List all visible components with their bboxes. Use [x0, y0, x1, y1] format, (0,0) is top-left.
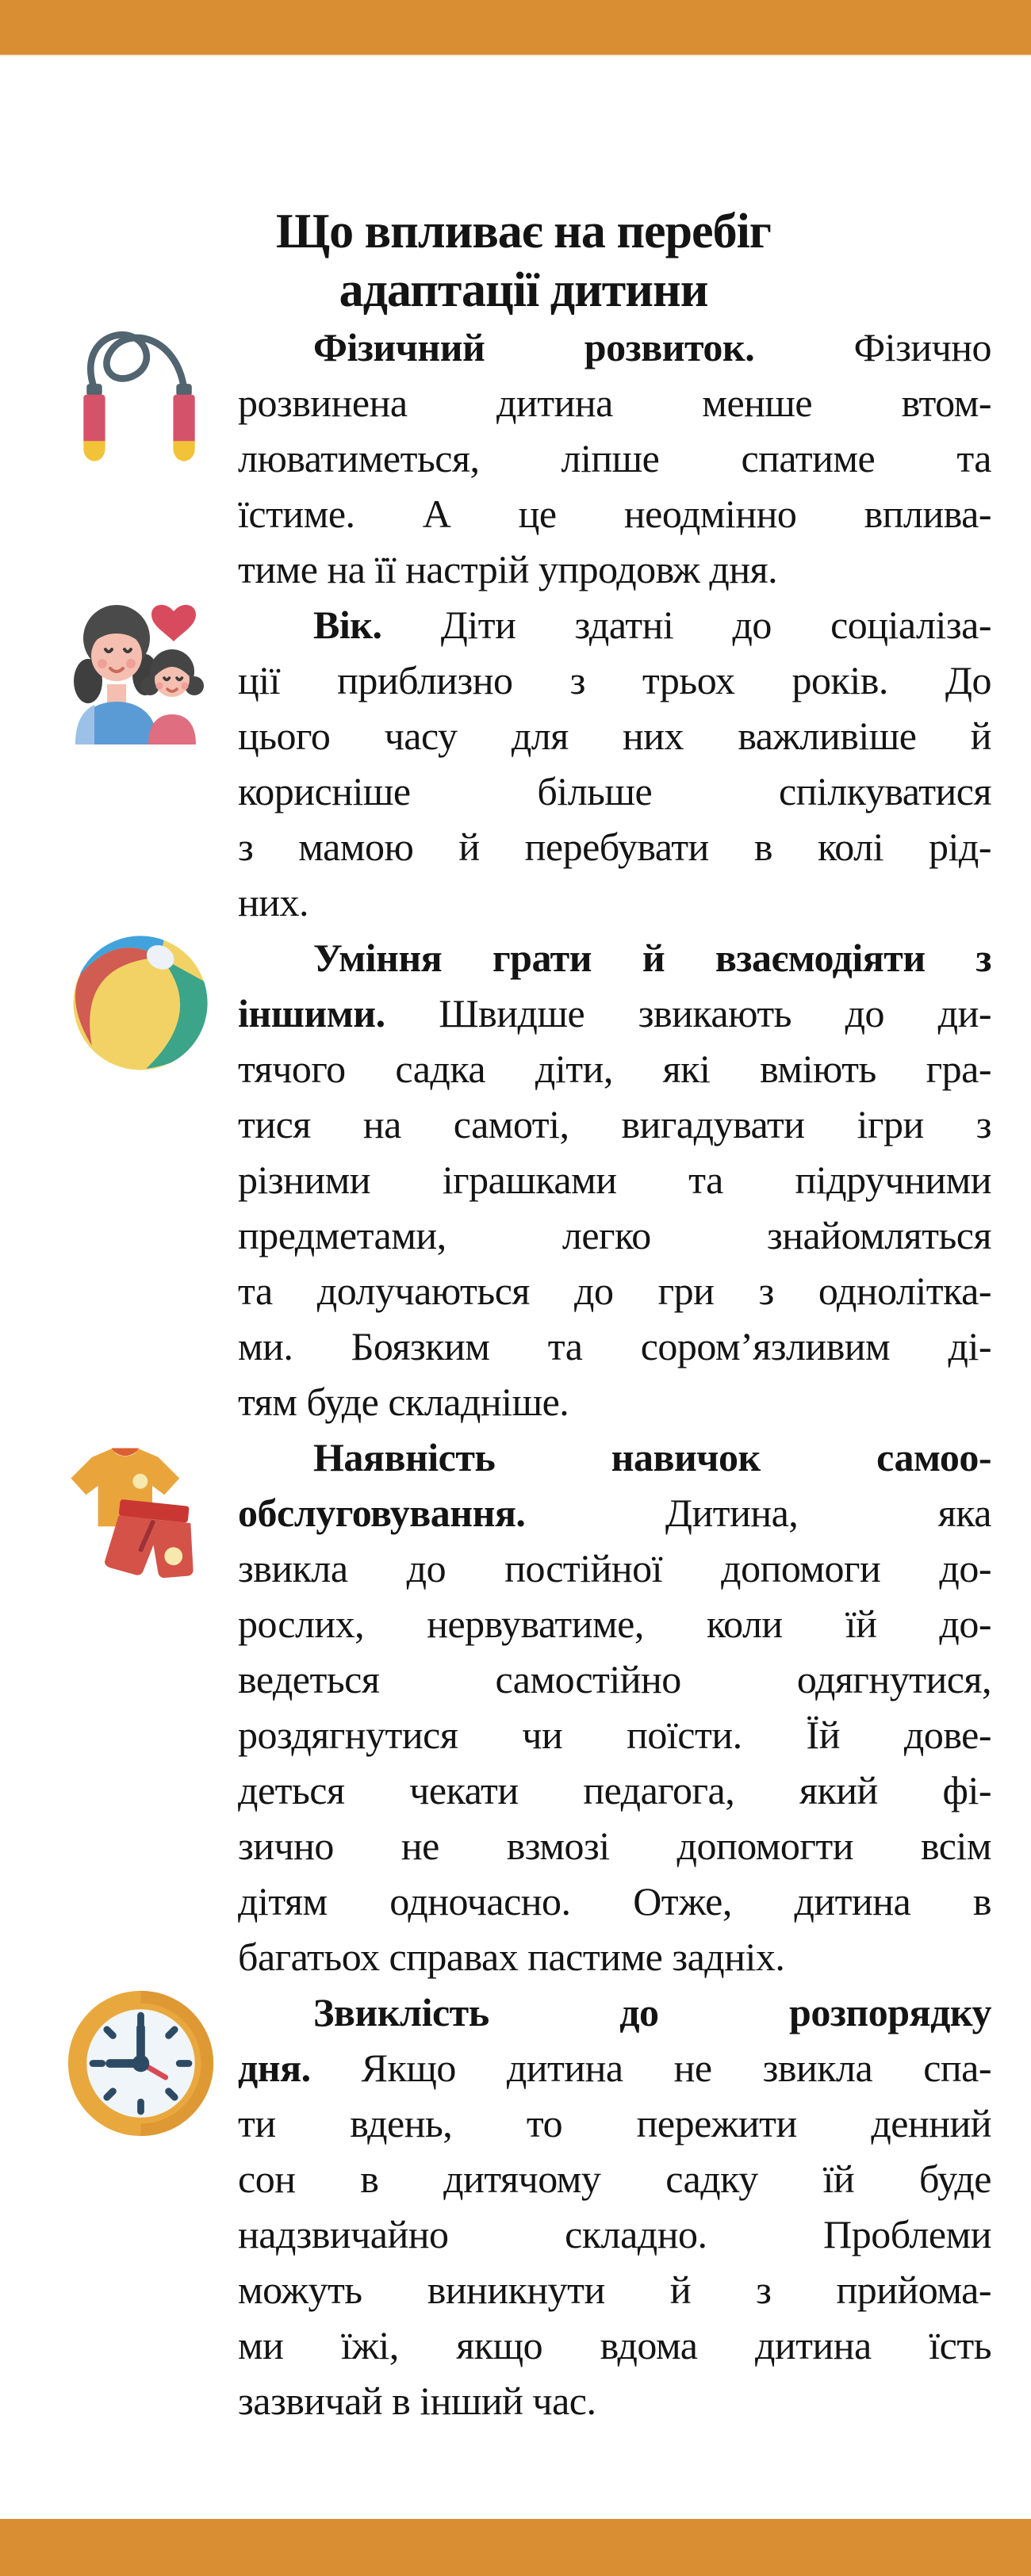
text-line: можуть виникнути й з прийома-	[238, 2268, 991, 2312]
paragraph	[238, 320, 991, 597]
section-play-skills	[0, 930, 1031, 1430]
section-physical-development	[0, 320, 1031, 597]
beach-ball-icon	[56, 930, 238, 1074]
sections	[0, 320, 1031, 2429]
text-line: ми їжі, якщо вдома дитина їсть	[238, 2323, 991, 2367]
text-line: тям буде складніше.	[238, 1380, 569, 1424]
page-title-line-2: адаптації дитини	[339, 263, 708, 317]
text-line: деться чекати педагога, який фі-	[238, 1768, 991, 1812]
clothes-icon	[56, 1430, 238, 1586]
text-line: тися на самоті, вигадувати ігри з	[238, 1102, 991, 1146]
jump-rope-icon	[56, 320, 238, 484]
text-line: люватиметься, ліпше спатиме та	[238, 436, 991, 480]
text-line: багатьох справах пастиме задніх.	[238, 1935, 785, 1979]
text-line: Наявність навичок самоо-	[313, 1435, 991, 1479]
text-line: рослих, нервуватиме, коли їй до-	[238, 1602, 991, 1646]
text-line: надзвичайно складно. Проблеми	[238, 2212, 991, 2256]
text-line: тячого садка діти, які вміють гра-	[238, 1047, 991, 1091]
text-line: тиме на її настрій упродовж дня.	[238, 547, 778, 591]
page-title-line-1: Що впливає на перебіг	[276, 205, 771, 258]
text-line: дітям одночасно. Отже, дитина в	[238, 1879, 991, 1923]
text-line: розвинена дитина менше втом-	[238, 381, 991, 425]
section-self-care	[0, 1430, 1031, 1985]
text-line: звикла до постійної допомоги до-	[238, 1546, 991, 1590]
text-line: роздягнутися чи поїсти. Їй дове-	[238, 1713, 991, 1757]
text-line: різними іграшками та підручними	[238, 1158, 991, 1202]
text-line: Вік. Діти здатні до соціаліза-	[313, 603, 991, 647]
text-line: іншими. Швидше звикають до ди-	[238, 991, 991, 1035]
text-line: ції приблизно з трьох років. До	[238, 658, 991, 702]
section-age	[0, 597, 1031, 930]
page-title	[56, 202, 991, 320]
top-accent-bar	[0, 0, 1031, 56]
bottom-accent-bar	[0, 2519, 1031, 2576]
text-line: сон в дитячому садку їй буде	[238, 2157, 991, 2201]
text-line: Уміння грати й взаємодіяти з	[313, 936, 991, 980]
text-line: обслуговування. Дитина, яка	[238, 1491, 991, 1535]
text-line: зазвичай в інший час.	[238, 2379, 596, 2423]
text-line: та долучаються до гри з однолітка-	[238, 1269, 991, 1313]
text-line: корисніше більше спілкуватися	[238, 769, 991, 813]
text-line: них.	[238, 880, 309, 924]
paragraph	[238, 930, 991, 1430]
mother-and-child-icon	[56, 597, 238, 757]
text-line: цього часу для них важливіше й	[238, 714, 991, 758]
paragraph	[238, 1985, 991, 2429]
text-line: Фізичний розвиток. Фізично	[313, 325, 991, 369]
paragraph	[238, 1430, 991, 1985]
text-line: ми. Боязким та сором’язливим ді-	[238, 1324, 991, 1368]
text-line: зично не взмозі допомогти всім	[238, 1824, 991, 1868]
text-line: ведеться самостійно одягнутися,	[238, 1657, 991, 1701]
text-line: з мамою й перебувати в колі рід-	[238, 825, 991, 869]
text-line: Звиклість до розпорядку	[313, 1990, 991, 2034]
paragraph	[238, 597, 991, 930]
section-daily-routine	[0, 1985, 1031, 2429]
text-line: їстиме. А це неодмінно вплива-	[238, 492, 991, 536]
text-line: дня. Якщо дитина не звикла спа-	[238, 2046, 991, 2090]
text-line: предметами, легко знайомляться	[238, 1213, 991, 1257]
text-line: ти вдень, то пережити денний	[238, 2101, 991, 2145]
clock-icon	[56, 1985, 238, 2141]
